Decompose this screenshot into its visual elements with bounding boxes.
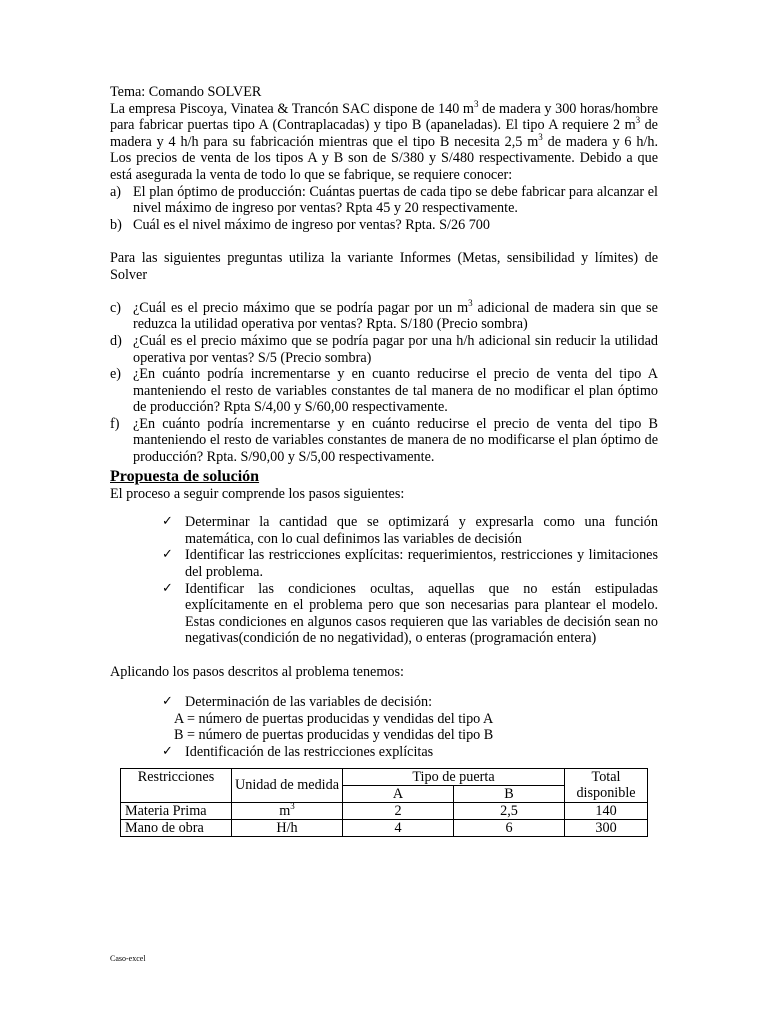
step-text: Identificar las condiciones ocultas, aquellas que no están estipuladas explícitamente en el problema pero que son necesarias para plantear el modelo. Estas condiciones en algunos casos requieren que las variables de decisión sean no negativas(condición de no negatividad), o enteras (programación entera) (185, 580, 658, 647)
row-b: 6 (454, 819, 565, 836)
row-unit: $m^3$ (232, 802, 343, 819)
check-icon: ✓ (162, 514, 173, 530)
step-text: Identificar las restricciones explícitas: requerimientos, restricciones y limitaciones del problema. (185, 547, 658, 581)
step-item (162, 514, 658, 547)
document-title: Tema: Comando SOLVER (110, 84, 262, 100)
steps-list (110, 514, 658, 647)
header-b: B (454, 785, 565, 802)
question-b-text: Cuál es el nivel máximo de ingreso por ventas? Rpta. S/26 700 (133, 216, 490, 233)
table-header-row (121, 768, 648, 785)
row-name: Mano de obra (121, 819, 232, 836)
intro-paragraph: La empresa Piscoya, Vinatea & Trancón SAC dispone de 140 $m^3$ de madera y 300 horas/hombre para fabricar puertas tipo A (Contraplacadas) y tipo B (apaneladas). El tipo A requiere 2 $m^3$ de madera y 4 h/h para su fabricación mientras que el tipo B necesita 2,5 $m^3$ de madera y 6 h/h. Los precios de venta de los tipos A y B son de S/380 y S/480 respectivamente. Debido a que está asegurada la venta de todo lo que se fabrique, se requiere conocer: (110, 98, 658, 183)
table-row (121, 819, 648, 836)
question-c-mark: c) (110, 299, 122, 316)
informes-paragraph: Para las siguientes preguntas utiliza la variante Informes (Metas, sensibilidad y límites) de Solver (110, 249, 658, 283)
check-icon: ✓ (162, 580, 173, 596)
question-f (110, 416, 658, 466)
restrictions-table (120, 768, 648, 837)
header-a: A (343, 785, 454, 802)
decision-heading: Determinación de las variables de decisión: (185, 694, 433, 711)
restrictions-heading: Identificación de las restricciones explícitas (185, 743, 434, 760)
process-paragraph: El proceso a seguir comprende los pasos siguientes: (110, 485, 405, 502)
table-row (121, 802, 648, 819)
question-d-text: ¿Cuál es el precio máximo que se podría pagar por una h/h adicional sin reducir la utilidad operativa por ventas? S/5 (Precio sombra) (133, 332, 658, 366)
row-unit: H/h (232, 819, 343, 836)
question-b (110, 217, 658, 234)
question-a-mark: a) (110, 183, 122, 200)
check-icon: ✓ (162, 694, 173, 710)
question-e-text: ¿En cuánto podría incrementarse y en cuanto reducirse el precio de venta del tipo A manteniendo el resto de variables constantes de tal manera de no modificar el plan óptimo de producción? Rpta S/4,00 y S/60,00 respectivamente. (133, 366, 658, 416)
solution-heading: Propuesta de solución (110, 467, 260, 485)
check-icon: ✓ (162, 743, 173, 759)
question-a (110, 184, 658, 217)
row-total: 300 (565, 819, 648, 836)
question-e-mark: e) (110, 366, 122, 383)
row-a: 2 (343, 802, 454, 819)
row-name: Materia Prima (121, 802, 232, 819)
question-b-mark: b) (110, 216, 122, 233)
questions-cf-list (110, 297, 658, 466)
header-unidad: Unidad de medida (232, 768, 343, 802)
decision-heading-item (162, 694, 658, 711)
question-c-text: ¿Cuál es el precio máximo que se podría pagar por un $m^3$ adicional de madera sin que se reduzca la utilidad operativa por ventas? Rpta. S/180 (Precio sombra) (133, 297, 658, 333)
question-d (110, 333, 658, 366)
decision-list (110, 694, 658, 711)
variable-a-definition: A = número de puertas producidas y vendidas del tipo A (174, 710, 494, 727)
questions-ab-list (110, 184, 658, 234)
question-c (110, 297, 658, 333)
step-text: Determinar la cantidad que se optimizará y expresarla como una función matemática, con lo cual definimos las variables de decisión (185, 514, 658, 547)
question-f-mark: f) (110, 415, 120, 432)
page-footer: Caso-excel (110, 954, 146, 963)
step-item (162, 581, 658, 647)
check-icon: ✓ (162, 547, 173, 563)
variable-b-definition: B = número de puertas producidas y vendidas del tipo B (174, 727, 494, 744)
header-total: Total disponible (565, 768, 648, 802)
question-e (110, 366, 658, 416)
restrictions-heading-item (162, 744, 658, 761)
document-page (110, 84, 658, 837)
header-tipo-puerta: Tipo de puerta (343, 768, 565, 785)
row-b: 2,5 (454, 802, 565, 819)
question-d-mark: d) (110, 332, 122, 349)
header-restricciones: Restricciones (121, 768, 232, 802)
question-f-text: ¿En cuánto podría incrementarse y en cuánto reducirse el precio de venta del tipo B manteniendo el resto de variables constantes de manera de no modificarse el plan óptimo de producción? Rpta. S/90,00 y S/5,00 respectivamente. (133, 415, 658, 466)
step-item (162, 547, 658, 580)
restrictions-list (110, 744, 658, 761)
row-total: 140 (565, 802, 648, 819)
question-a-text: El plan óptimo de producción: Cuántas puertas de cada tipo se debe fabricar para alcanzar el nivel máximo de ingreso por ventas? Rpta 45 y 20 respectivamente. (133, 183, 658, 217)
applying-paragraph: Aplicando los pasos descritos al problema tenemos: (110, 663, 404, 680)
row-a: 4 (343, 819, 454, 836)
